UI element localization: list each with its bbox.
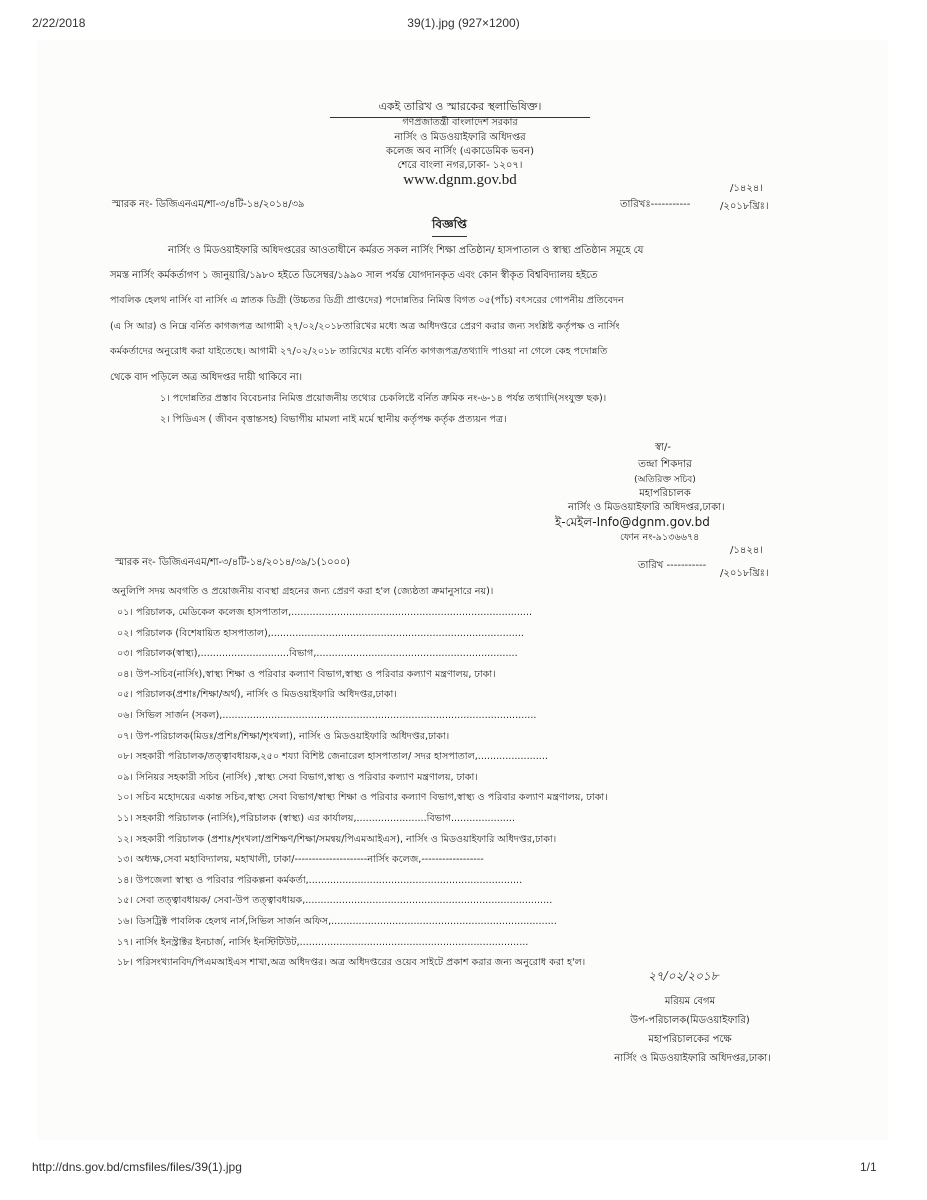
- government-name: গণপ্রজাতন্ত্রী বাংলাদেশ সরকার: [402, 117, 518, 128]
- signed-mark: স্বা/-: [655, 442, 671, 453]
- copy-recipient-item: ১৮। পরিসংখ্যানবিদ/পিএমআইএস শাখা,অত্র অধিদপ্তর। অত্র অধিদপ্তরের ওয়েব সাইটে প্রকাশ করার জন্য অনুরোধ করা হ'ল।: [117, 957, 586, 969]
- copy-recipient-item: ১৫। সেবা তত্ত্বাবধায়ক/ সেবা-উপ তত্ত্বাবধায়ক,.................................................................................: [117, 895, 553, 907]
- copy-recipient-item: ০৮। সহকারী পরিচালক/তত্ত্বাবধায়ক,২৫০ শয্যা বিশিষ্ট জেনারেল হাসপাতাল/ সদর হাসপাতাল,.......................: [117, 751, 548, 763]
- second-signatory-title: উপ-পরিচালক(মিডওয়াইফারি): [630, 1015, 750, 1026]
- department-name: নার্সিং ও মিডওয়াইফারি অধিদপ্তর: [394, 132, 526, 143]
- copy-recipient-item: ১২। সহকারী পরিচালক (প্রশাঃ/শৃংখলা/প্রশিক্ষণ/শিক্ষা/সমন্বয়/পিএমআইএস), নার্সিং ও মিডওয়াইফারি অধিদপ্তর,ঢাকা।: [117, 833, 557, 845]
- contact-phone: ফোন নং-৯১৩৬৬৭৪: [620, 532, 700, 543]
- contact-email[interactable]: ই-মেইল-Info@dgnm.gov.bd: [555, 515, 710, 529]
- copy-recipient-item: ১৭। নার্সিং ইনস্ট্রাক্টর ইনচার্জ, নার্সিং ইনস্টিটিউট,...........................................................................: [117, 936, 529, 948]
- copy-recipient-item: ১৬। ডিসট্রিক্ট পাবলিক হেলথ নার্স,সিভিল সার্জন অফিস,..........................................................................: [117, 916, 557, 927]
- office-address: শেরে বাংলা নগর,ঢাকা- ১২০৭।: [397, 160, 523, 171]
- website-link[interactable]: www.dgnm.gov.bd: [403, 172, 517, 188]
- second-date-label: তারিখ -----------: [638, 560, 707, 571]
- signatory-rank: (অতিরিক্ত সচিব): [634, 475, 696, 485]
- requirement-1: ১। পদোন্নতির প্রস্তাব বিবেচনার নিমিত্ত প্রয়োজনীয় তথ্যের চেকলিষ্টে বর্নিত ক্রমিক নং-৬-১৪ পর্যন্ত তথ্যাদি(সংযুক্ত ছক)।: [160, 393, 607, 404]
- paragraph-line-6: থেকে বাদ পড়িলে অত্র অধিদপ্তর দায়ী থাকিবে না।: [110, 372, 303, 383]
- signatory-organization: নার্সিং ও মিডওয়াইফারি অধিদপ্তর,ঢাকা।: [568, 502, 725, 513]
- copy-recipient-item: ০৫। পরিচালক(প্রশাঃ/শিক্ষা/অর্থ), নার্সিং ও মিডওয়াইফারি অধিদপ্তর,ঢাকা।: [117, 689, 397, 701]
- copy-recipient-item: ১১। সহকারী পরিচালক (নার্সিং),পরিচালক (স্বাস্থ্য) এর কার্যালয়,.......................বিভাগ.....................: [117, 813, 515, 824]
- copy-recipient-item: ০৬। সিভিল সার্জন (সকল),.......................................................................................................: [117, 710, 537, 721]
- print-page-number: 1/1: [860, 1160, 877, 1174]
- second-signatory-organization: নার্সিং ও মিডওয়াইফারি অধিদপ্তর,ঢাকা।: [614, 1053, 771, 1064]
- paragraph-line-3: পাবলিক হেলথ নার্সিং বা নার্সিং এ স্নাতক ডিগ্রী (উচ্চতর ডিগ্রী প্রাপ্তদের) পদোন্নতির নিমিত্ত বিগত ০৫(পাঁচ) বৎসরের গোপনীয় প্রতিবেদন: [110, 295, 624, 306]
- copy-recipient-item: ০১। পরিচালক, মেডিকেল কলেজ হাসপাতাল,...............................................................................: [117, 607, 533, 618]
- copy-recipient-item: ১০। সচিব মহোদয়ের একান্ত সচিব,স্বাস্থ্য সেবা বিভাগ/স্বাস্থ্য শিক্ষা ও পরিবার কল্যাণ বিভাগ,স্বাস্থ্য ও পরিবার কল্যাণ মন্ত্রণালয়, ঢাকা।: [117, 792, 608, 804]
- copy-recipient-item: ০৭। উপ-পরিচালক(মিডঃ/প্রশিঃ/শিক্ষা/শৃংখলা), নার্সিং ও মিডওয়াইফারি অধিদপ্তর,ঢাকা।: [117, 730, 450, 742]
- copy-intro: অনুলিপি সদয় অবগতি ও প্রয়োজনীয় ব্যবস্থা গ্রহনের জন্য প্রেরণ করা হ'ল (জ্যেষ্ঠতা ক্রমানুসারে নয়)।: [112, 586, 494, 597]
- date-english: /২০১৮খ্রিঃ।: [720, 201, 769, 212]
- paragraph-line-2: সমস্ত নার্সিং কর্মকর্তাগণ ১ জানুয়ারি/১৯৮০ হইতে ডিসেম্বর/১৯৯০ সাল পর্যন্ত যোগদানকৃত এবং কোন স্বীকৃত বিশ্ববিদ্যালয় হইতে: [110, 270, 598, 281]
- signatory-name: তন্দ্রা শিকদার: [638, 458, 692, 470]
- copy-recipient-item: ০৯। সিনিয়র সহকারী সচিব (নার্সিং) ,স্বাস্থ্য সেবা বিভাগ,স্বাস্থ্য ও পরিবার কল্যাণ মন্ত্রণালয়, ঢাকা।: [117, 771, 478, 783]
- paragraph-line-1: নার্সিং ও মিডওয়াইফারি অধিদপ্তরের আওতাধীনে কর্মরত সকল নার্সিং শিক্ষা প্রতিষ্ঠান/ হাসপাতাল ও স্বাস্থ্য প্রতিষ্ঠান সমূহে যে: [168, 245, 644, 256]
- print-date: 2/22/2018: [32, 16, 86, 30]
- second-date-bangla: /১৪২৪।: [730, 545, 763, 556]
- paragraph-line-4: (এ সি আর) ও নিম্নে বর্নিত কাগজপত্র আগামী ২৭/০২/২০১৮তারিখের মধ্যে অত্র অধিদপ্তরে প্রেরণ করার জন্য সংশ্লিষ্ট কর্তৃপক্ষ ও নার্সিং: [110, 321, 620, 332]
- second-memo-number: স্মারক নং- ডিজিএনএম/শা-৩/৪টি-১৪/২০১৪/৩৯/১(১০০০): [115, 557, 351, 568]
- copy-recipient-item: ০২। পরিচালক (বিশেষায়িত হাসপাতাল),...................................................................................: [117, 627, 524, 639]
- copy-recipient-item: ১৪। উপজেলা স্বাস্থ্য ও পরিবার পরিকল্পনা কর্মকর্তা,......................................................................: [117, 874, 523, 886]
- copy-recipient-item: ০৪। উপ-সচিব(নার্সিং),স্বাস্থ্য শিক্ষা ও পরিবার কল্যাণ বিভাগ,স্বাস্থ্য ও পরিবার কল্যাণ মন্ত্রণালয়, ঢাকা।: [117, 668, 496, 680]
- paragraph-line-5: কর্মকর্তাদের অনুরোধ করা যাইতেছে। আগামী ২৭/০২/২০১৮ তারিখের মধ্যে বর্নিত কাগজপত্র/তথ্যাদি পাওয়া না গেলে কেহ পদোন্নতি: [110, 346, 608, 357]
- memo-number: স্মারক নং- ডিজিএনএম/শা-৩/৪টি-১৪/২০১৪/৩৯: [112, 199, 305, 210]
- print-title: 39(1).jpg (927×1200): [407, 16, 520, 30]
- second-signatory-name: মরিয়ম বেগম: [664, 996, 716, 1007]
- requirement-2: ২। পিডিএস ( জীবন বৃত্তান্তসহ) বিভাগীয় মামলা নাই মর্মে স্থানীয় কর্তৃপক্ষ কর্তৃক প্রত্যয়ন পত্র।: [160, 414, 507, 425]
- copy-recipient-item: ১৩। অধ্যক্ষ,সেবা মহাবিদ্যালয়, মহাখালী, ঢাকা/---------------------নার্সিং কলেজ,------------------: [117, 854, 484, 866]
- print-url[interactable]: http://dns.gov.bd/cmsfiles/files/39(1).jpg: [32, 1160, 242, 1174]
- top-note: একই তারিখ ও স্মারকের স্থলাভিষিক্ত।: [330, 98, 590, 118]
- college-name: কলেজ অব নার্সিং (একাডেমিক ভবন): [385, 146, 535, 157]
- signatory-title: মহাপরিচালক: [639, 488, 691, 499]
- second-date-english: /২০১৮খ্রিঃ।: [720, 568, 769, 579]
- date-bangla: /১৪২৪।: [730, 183, 763, 194]
- date-label: তারিখঃ-----------: [620, 199, 691, 210]
- notice-title: বিজ্ঞপ্তি: [432, 216, 467, 237]
- copy-recipient-item: ০৩। পরিচালক(স্বাস্থ্য),.............................বিভাগ,..................................................................: [117, 648, 518, 660]
- handwritten-signature-date: ২৭/০২/২০১৮: [648, 969, 719, 983]
- on-behalf-of: মহাপরিচালকের পক্ষে: [648, 1034, 732, 1045]
